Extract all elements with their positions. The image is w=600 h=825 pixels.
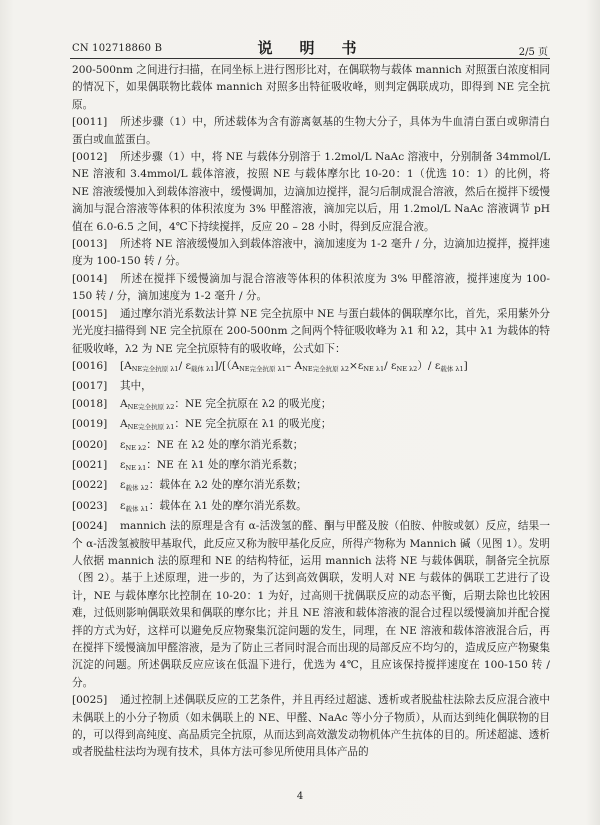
paragraph-number: [0024] bbox=[72, 520, 108, 533]
symbol: A bbox=[120, 397, 128, 410]
paragraph-number: [0022] bbox=[72, 479, 108, 492]
paragraph-number: [0020] bbox=[72, 438, 108, 451]
symbol: ε bbox=[120, 458, 126, 471]
definition-text: ：NE 完全抗原在 λ1 的吸光度； bbox=[174, 418, 332, 431]
paragraph-number: [0017] bbox=[72, 380, 108, 393]
paragraph-number: [0016] bbox=[72, 359, 108, 372]
formula bbox=[120, 360, 468, 372]
definition-0021 bbox=[72, 457, 550, 477]
formula-part: / ε bbox=[384, 359, 397, 372]
paragraph-0024 bbox=[72, 518, 550, 692]
paragraph-0017 bbox=[72, 378, 550, 395]
page-number: 4 bbox=[296, 791, 304, 802]
symbol-subscript: NE λ2 bbox=[125, 443, 147, 452]
formula-subscript: NE完全抗原 λ1 bbox=[239, 364, 286, 373]
document-title: 说 明 书 bbox=[257, 39, 363, 57]
symbol: ε bbox=[120, 438, 126, 451]
paragraph-text: 通过摩尔消光系数法计算 NE 完全抗原中 NE 与蛋白载体的偶联摩尔比，首先，采用紫外分光光度扫描得到 NE 完全抗原在 200-500nm 之间两个特征吸收峰为 λ1 和 λ2，其中 λ1 为载体的特征吸收峰，λ2 为 NE 完全抗原特有的吸收峰，公式如下： bbox=[72, 307, 550, 355]
formula-part: [A bbox=[120, 359, 132, 372]
formula-part: ×ε bbox=[348, 359, 364, 372]
formula-part: ）/ ε bbox=[417, 359, 441, 372]
symbol: ε bbox=[120, 479, 126, 492]
symbol-subscript: NE λ1 bbox=[125, 463, 147, 472]
definition-text: ：载体在 λ2 处的摩尔消光系数； bbox=[148, 479, 307, 492]
formula-subscript: NE λ2 bbox=[396, 364, 418, 373]
paragraph-text: mannich 法的原理是含有 α-活泼氢的醛、酮与甲醛及胺（伯胺、仲胺或氨）反应，结果一个 α-活泼氢被胺甲基取代，此反应又称为胺甲基化反应，所得产物称为 Mannich 碱（见图 1）。发明人依据 mannich 法的原理和 NE 的结构特征，运用 mannich 法将 NE 与载体偶联，制备完全抗原（图 2）。基于上述原理，进一步的，为了达到高效偶联，发明人对 NE 与载体的偶联工艺进行了设计，NE 与载体摩尔比控制在 10-20：1 为好，过高则干扰偶联反应的动态平衡，后期去除也比较困难，过低则影响偶联效果和偶联的摩尔比；并且 NE 溶液和载体溶液的混合过程以缓慢滴加并配合搅拌的方式为好，这样可以避免反应物聚集沉淀问题的发生，同理，在 NE 溶液和载体溶液混合后，再在搅拌下缓慢滴加甲醛溶液，是为了防止三者同时混合而出现的局部反应不均匀的，造成反应产物聚集沉淀的问题。所述偶联反应应该在低温下进行，优选为 4℃，且应该保持搅拌速度在 100-150 转 / 分。 bbox=[72, 520, 550, 689]
header-rule bbox=[70, 58, 550, 59]
symbol-subscript: 载体 λ1 bbox=[125, 504, 149, 513]
definition-0019 bbox=[72, 416, 550, 436]
paragraph-number: [0012] bbox=[72, 151, 108, 164]
paragraph-text: 通过控制上述偶联反应的工艺条件，并且再经过超滤、透析或者脱盐柱法除去反应混合液中未偶联上的小分子物质（如未偶联上的 NE、甲醛、NaAc 等小分子物质），从而达到纯化偶联物的目的，可以得到高纯度、高品质完全抗原，从而达到高效激发动物机体产生抗体的目的。所述超滤、透析或者脱盐柱法均为现有技术，具体方法可参见所使用具体产品的 bbox=[72, 694, 550, 759]
paragraph-text: 所述在搅拌下缓慢滴加与混合溶液等体积的体积浓度为 3% 甲醛溶液，搅拌速度为 100-150 转 / 分，滴加速度为 1-2 毫升 / 分。 bbox=[72, 272, 550, 303]
formula-part: – A bbox=[285, 359, 303, 372]
page-count: 2/5 页 bbox=[518, 47, 548, 58]
formula-subscript: 载体 λ1 bbox=[191, 364, 215, 373]
definition-0023 bbox=[72, 498, 550, 518]
paragraph-number: [0015] bbox=[72, 307, 108, 320]
paragraph-number: [0023] bbox=[72, 499, 108, 512]
paragraph-0014 bbox=[72, 271, 550, 306]
paragraph-0011 bbox=[72, 114, 550, 149]
definition-text: ：NE 完全抗原在 λ2 的吸光度； bbox=[174, 397, 332, 410]
document-body bbox=[72, 62, 550, 762]
formula-part: ] bbox=[463, 359, 468, 372]
formula-part: / ε bbox=[178, 359, 191, 372]
formula-subscript: NE完全抗原 λ1 bbox=[131, 364, 179, 373]
formula-line bbox=[72, 358, 550, 378]
symbol-subscript: NE完全抗原 λ1 bbox=[127, 423, 175, 432]
symbol-subscript: 载体 λ2 bbox=[125, 484, 149, 493]
paragraph-text: 所述步骤（1）中，所述载体为含有游离氨基的生物大分子，具体为牛血清白蛋白或卵清白蛋白或血蓝蛋白。 bbox=[72, 116, 550, 146]
formula-subscript: NE完全抗原 λ2 bbox=[302, 364, 349, 373]
paragraph-text: 所述将 NE 溶液缓慢加入到载体溶液中，滴加速度为 1-2 毫升 / 分，边滴加边搅拌，搅拌速度为 100-150 转 / 分。 bbox=[72, 238, 550, 268]
formula-subscript: NE λ1 bbox=[363, 364, 385, 373]
definition-0020 bbox=[72, 437, 550, 457]
formula-subscript: 载体 λ1 bbox=[440, 364, 464, 373]
definition-text: ：NE 在 λ2 处的摩尔消光系数； bbox=[146, 438, 304, 451]
page-header bbox=[72, 37, 548, 57]
paragraph-continued: 200-500nm 之间进行扫描，在同坐标上进行图形比对，在偶联物与载体 mannich 对照蛋白浓度相同的情况下，如果偶联物比载体 mannich 对照多出特征吸收峰，则判定偶联成功，即得到 NE 完全抗原。 bbox=[72, 64, 550, 111]
paragraph-number: [0025] bbox=[72, 694, 108, 707]
paragraph-0015 bbox=[72, 306, 550, 358]
formula-part: ]/[（A bbox=[214, 359, 240, 372]
paragraph-0025 bbox=[72, 692, 550, 762]
paragraph-number: [0013] bbox=[72, 238, 108, 251]
definition-0022 bbox=[72, 477, 550, 497]
symbol: ε bbox=[120, 499, 126, 512]
paragraph-text: 其中， bbox=[120, 380, 152, 393]
paragraph-number: [0021] bbox=[72, 458, 108, 471]
paragraph-0012 bbox=[72, 149, 550, 236]
patent-number: CN 102718860 B bbox=[72, 43, 163, 54]
symbol-subscript: NE完全抗原 λ2 bbox=[127, 402, 175, 411]
paragraph-text: 所述步骤（1）中，将 NE 与载体分别溶于 1.2mol/L NaAc 溶液中，分别制备 34mmol/L NE 溶液和 3.4mmol/L 载体溶液，按照 NE 与载体摩尔比 10-20：1（优选 10：1）的比例，将 NE 溶液缓慢加入到载体溶液中，缓慢调加，边滴加边搅拌，混匀后制成混合溶液，然后在搅拌下缓慢滴加与混合溶液等体积的体积浓度为 3% 甲醛溶液，滴加完以后，用 1.2mol/L NaAc 溶液调节 pH 值在 6.0-6.5 之间，4℃下持续搅拌，反应 20 – 28 小时，得到反应混合液。 bbox=[72, 151, 550, 233]
definition-0018 bbox=[72, 396, 550, 416]
paragraph-number: [0011] bbox=[72, 116, 108, 129]
paragraph-0013 bbox=[72, 236, 550, 271]
paragraph-number: [0018] bbox=[72, 397, 108, 410]
paragraph-number: [0014] bbox=[72, 272, 108, 285]
definition-text: ：NE 在 λ1 处的摩尔消光系数； bbox=[146, 458, 304, 471]
definition-text: ：载体在 λ1 处的摩尔消光系数。 bbox=[148, 499, 307, 512]
symbol: A bbox=[120, 418, 128, 431]
paragraph-number: [0019] bbox=[72, 418, 108, 431]
